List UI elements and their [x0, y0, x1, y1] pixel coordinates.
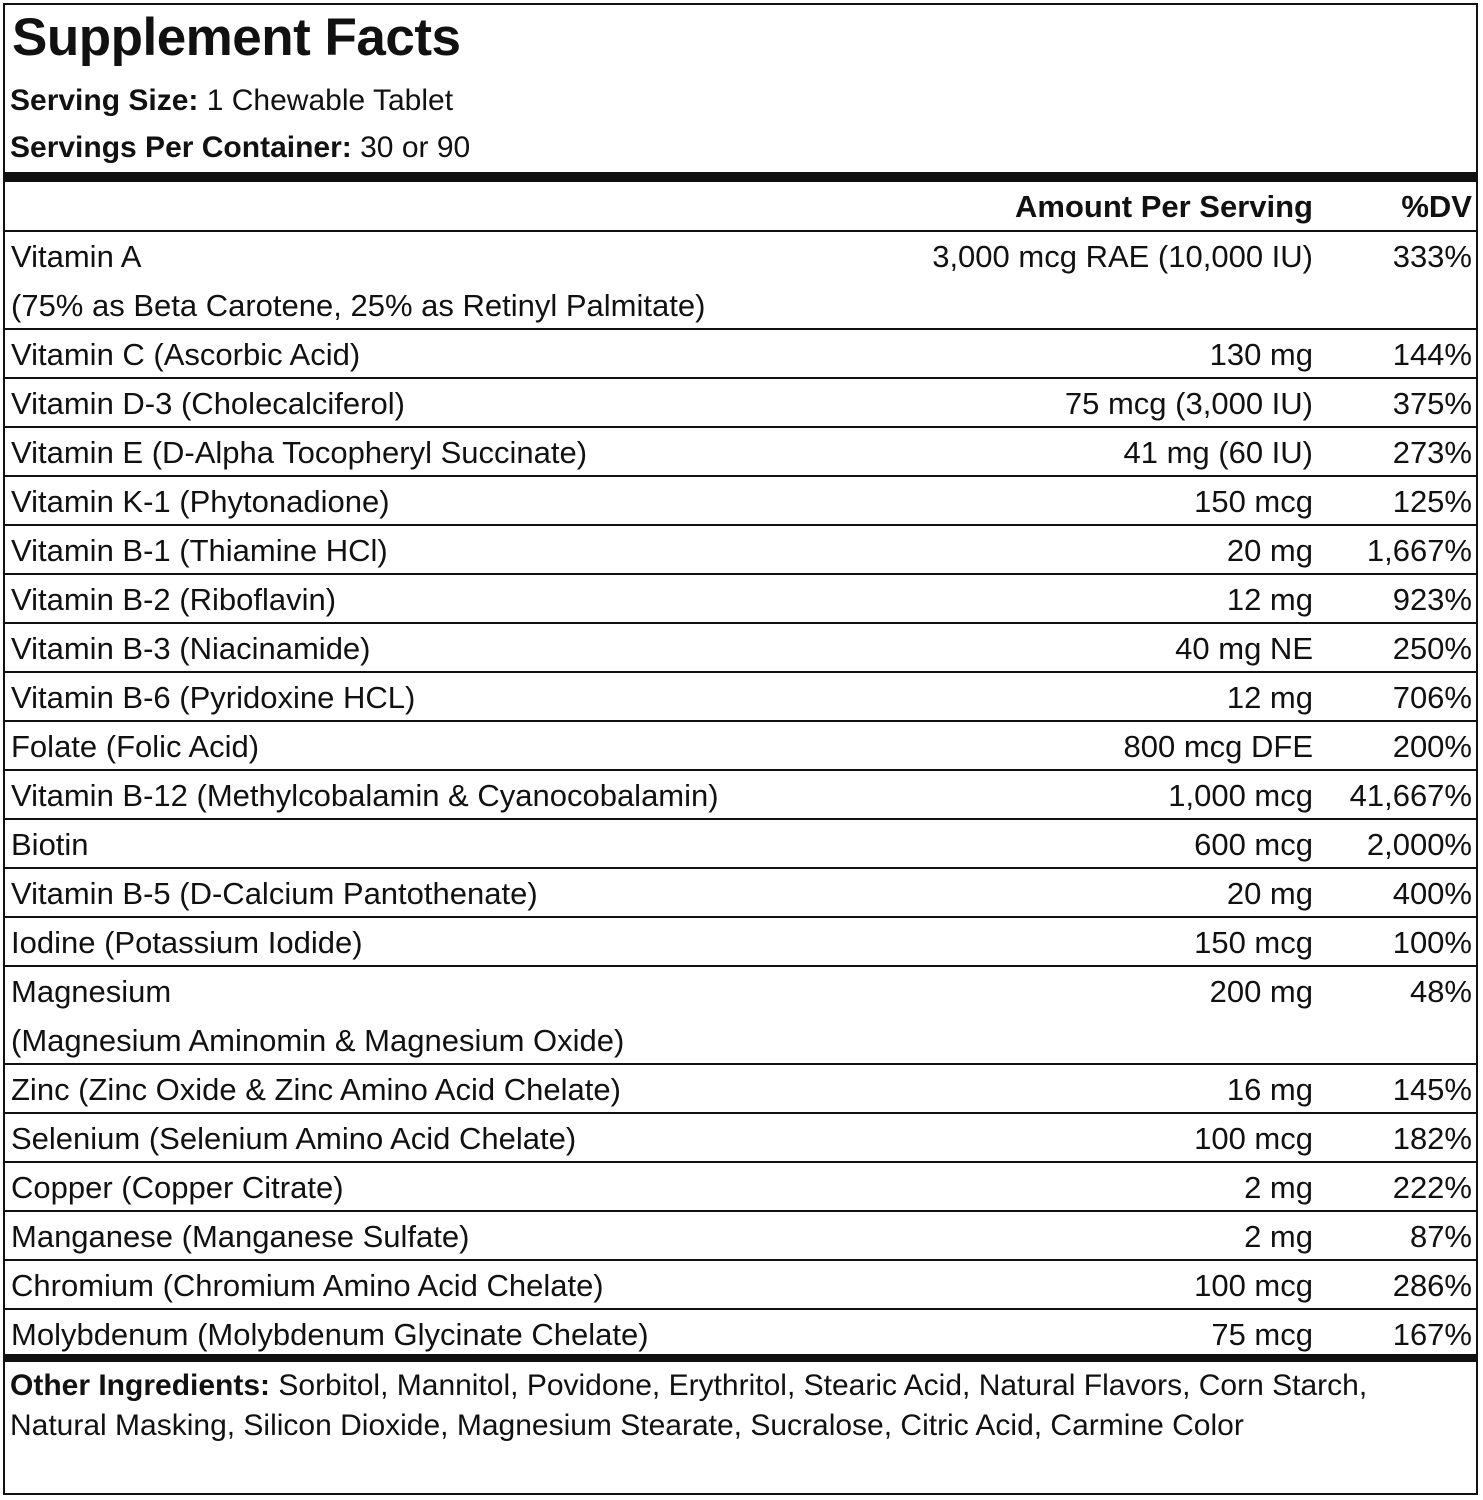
nutrient-name: Zinc (Zinc Oxide & Zinc Amino Acid Chelate): [11, 1072, 621, 1107]
nutrient-amount: 12 mg: [1226, 680, 1313, 715]
nutrient-dv: 250%: [1392, 631, 1472, 666]
nutrient-name: Iodine (Potassium Iodide): [11, 925, 363, 960]
other-ingredients-label: Other Ingredients:: [10, 1369, 271, 1402]
table-row: [5, 771, 1478, 820]
nutrient-source: (75% as Beta Carotene, 25% as Retinyl Palmitate): [11, 288, 706, 323]
nutrient-name: Vitamin E (D-Alpha Tocopheryl Succinate): [11, 435, 588, 470]
nutrient-amount: 600 mcg: [1194, 827, 1313, 862]
nutrient-name: Vitamin B-3 (Niacinamide): [11, 631, 371, 666]
nutrient-amount: 16 mg: [1226, 1072, 1313, 1107]
servings-per-container-value: 30 or 90: [360, 131, 471, 164]
nutrient-dv: 145%: [1392, 1072, 1472, 1107]
nutrient-amount: 200 mg: [1209, 974, 1313, 1009]
nutrient-dv: 400%: [1392, 876, 1472, 911]
table-row: [5, 1261, 1478, 1310]
serving-size-label: Serving Size:: [10, 84, 199, 117]
facts-table: [5, 182, 1478, 1359]
nutrient-dv: 87%: [1409, 1219, 1472, 1254]
nutrient-amount: 20 mg: [1226, 533, 1313, 568]
table-row: [5, 330, 1478, 379]
nutrient-dv: 923%: [1392, 582, 1472, 617]
nutrient-dv: 222%: [1392, 1170, 1472, 1205]
nutrient-dv: 375%: [1392, 386, 1472, 421]
table-row: [5, 1212, 1478, 1261]
table-row: [5, 869, 1478, 918]
nutrient-name: Vitamin D-3 (Cholecalciferol): [11, 386, 405, 421]
servings-per-container: [10, 128, 470, 168]
table-row: [5, 820, 1478, 869]
table-row: [5, 232, 1478, 330]
nutrient-amount: 150 mcg: [1194, 925, 1313, 960]
nutrient-name: Folate (Folic Acid): [11, 729, 260, 764]
nutrient-name: Vitamin B-1 (Thiamine HCl): [11, 533, 388, 568]
dv-header: %DV: [1401, 189, 1472, 224]
page-title: Supplement Facts: [12, 8, 461, 67]
serving-size: [10, 81, 453, 121]
nutrient-amount: 100 mcg: [1194, 1268, 1313, 1303]
table-row: [5, 1065, 1478, 1114]
nutrient-dv: 1,667%: [1366, 533, 1472, 568]
nutrient-dv: 125%: [1392, 484, 1472, 519]
nutrient-amount: 2 mg: [1244, 1219, 1313, 1254]
amount-header: Amount Per Serving: [1015, 189, 1313, 224]
table-row: [5, 1114, 1478, 1163]
table-row: [5, 967, 1478, 1065]
nutrient-amount: 100 mcg: [1194, 1121, 1313, 1156]
nutrient-dv: 2,000%: [1366, 827, 1472, 862]
nutrient-name: Vitamin C (Ascorbic Acid): [11, 337, 361, 372]
divider-top: [5, 172, 1478, 182]
nutrient-dv: 100%: [1392, 925, 1472, 960]
nutrient-name: Molybdenum (Molybdenum Glycinate Chelate): [11, 1317, 649, 1352]
nutrient-dv: 167%: [1392, 1317, 1472, 1352]
nutrient-dv: 41,667%: [1349, 778, 1472, 813]
nutrient-amount: 41 mg (60 IU): [1123, 435, 1313, 470]
nutrient-name: Vitamin B-12 (Methylcobalamin & Cyanocobalamin): [11, 778, 719, 813]
table-row: [5, 477, 1478, 526]
nutrient-amount: 75 mcg: [1211, 1317, 1313, 1352]
nutrient-name: Selenium (Selenium Amino Acid Chelate): [11, 1121, 577, 1156]
nutrient-amount: 130 mg: [1209, 337, 1313, 372]
nutrient-name: Vitamin B-2 (Riboflavin): [11, 582, 337, 617]
nutrient-name: Vitamin B-6 (Pyridoxine HCL): [11, 680, 416, 715]
table-row: [5, 1163, 1478, 1212]
table-header: [5, 182, 1478, 232]
nutrient-name: Vitamin K-1 (Phytonadione): [11, 484, 390, 519]
nutrient-name: Manganese (Manganese Sulfate): [11, 1219, 470, 1254]
nutrient-amount: 12 mg: [1226, 582, 1313, 617]
nutrient-name: Copper (Copper Citrate): [11, 1170, 344, 1205]
nutrient-amount: 150 mcg: [1194, 484, 1313, 519]
nutrient-amount: 75 mcg (3,000 IU): [1064, 386, 1313, 421]
other-ingredients: [10, 1366, 1470, 1446]
nutrient-dv: 286%: [1392, 1268, 1472, 1303]
nutrient-source: (Magnesium Aminomin & Magnesium Oxide): [11, 1023, 625, 1058]
table-row: [5, 673, 1478, 722]
nutrient-name: Magnesium: [11, 974, 172, 1009]
nutrient-rows: [5, 232, 1478, 1359]
nutrient-dv: 333%: [1392, 239, 1472, 274]
nutrient-amount: 3,000 mcg RAE (10,000 IU): [932, 239, 1313, 274]
nutrient-name: Biotin: [11, 827, 89, 862]
table-row: [5, 722, 1478, 771]
nutrient-dv: 200%: [1392, 729, 1472, 764]
nutrient-dv: 273%: [1392, 435, 1472, 470]
table-row: [5, 379, 1478, 428]
nutrient-name: Chromium (Chromium Amino Acid Chelate): [11, 1268, 604, 1303]
nutrient-amount: 1,000 mcg: [1168, 778, 1313, 813]
nutrient-dv: 182%: [1392, 1121, 1472, 1156]
table-row: [5, 624, 1478, 673]
serving-size-value: 1 Chewable Tablet: [206, 84, 454, 117]
nutrient-dv: 48%: [1409, 974, 1472, 1009]
table-row: [5, 575, 1478, 624]
nutrient-dv: 706%: [1392, 680, 1472, 715]
nutrient-amount: 40 mg NE: [1175, 631, 1313, 666]
table-row: [5, 526, 1478, 575]
nutrient-amount: 800 mcg DFE: [1123, 729, 1313, 764]
nutrient-name: Vitamin B-5 (D-Calcium Pantothenate): [11, 876, 538, 911]
nutrient-dv: 144%: [1392, 337, 1472, 372]
nutrient-amount: 20 mg: [1226, 876, 1313, 911]
other-ingredients-value: Sorbitol, Mannitol, Povidone, Erythritol, Stearic Acid, Natural Flavors, Corn Starch, Natural Masking, Silicon Dioxide, Magnesium Stearate, Sucralose, Citric Acid, Carmine Color: [10, 1369, 1368, 1442]
divider-bottom: [5, 1354, 1478, 1362]
table-row: [5, 918, 1478, 967]
nutrient-name: Vitamin A: [11, 239, 142, 274]
table-row: [5, 428, 1478, 477]
nutrient-amount: 2 mg: [1244, 1170, 1313, 1205]
servings-per-container-label: Servings Per Container:: [10, 131, 352, 164]
table-row: [5, 1310, 1478, 1359]
